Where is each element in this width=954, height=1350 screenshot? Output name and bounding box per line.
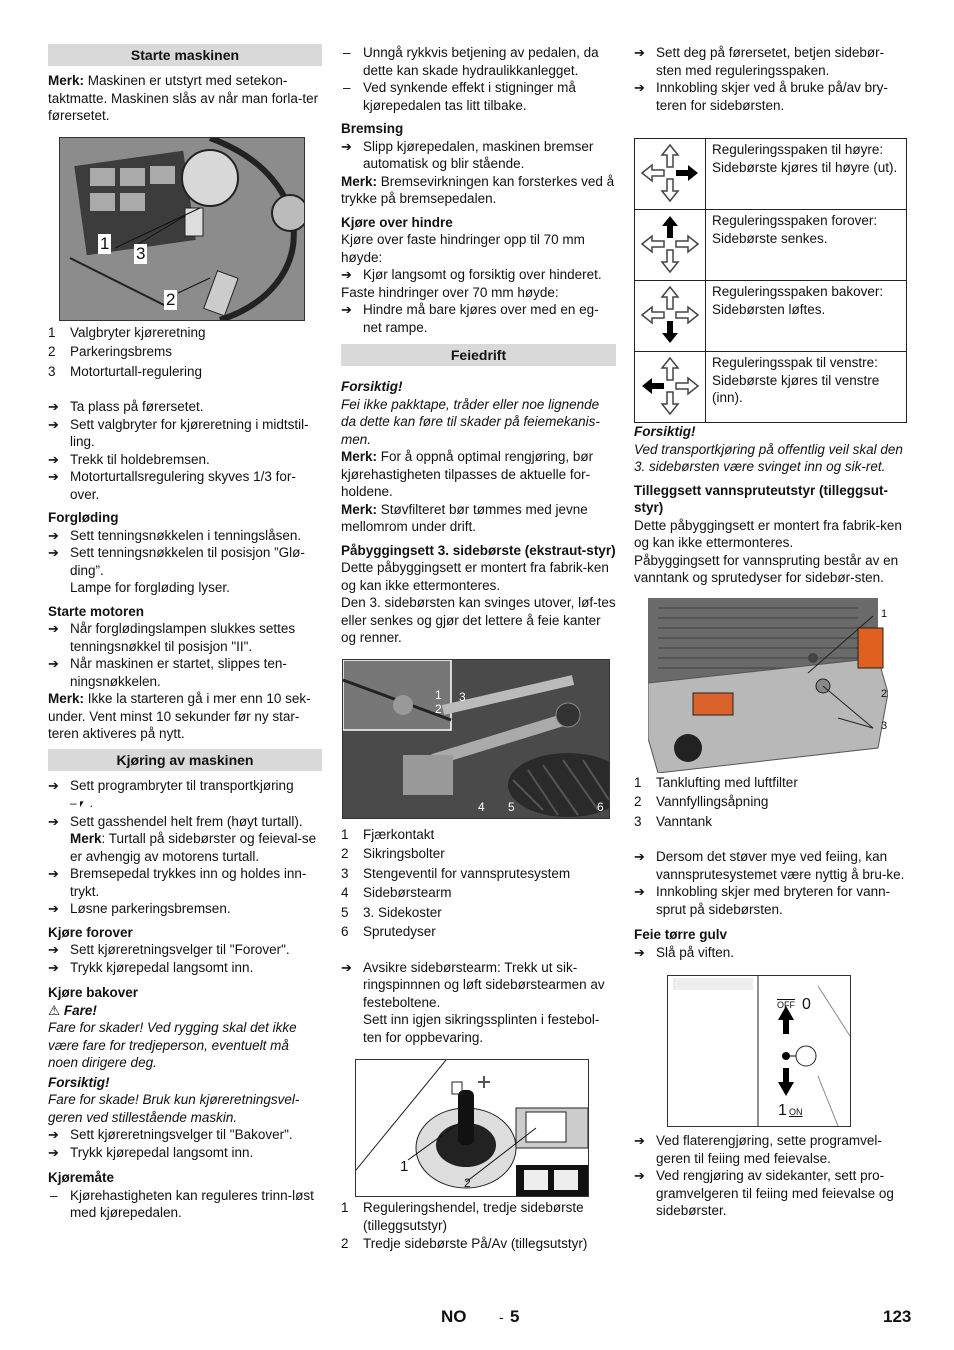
subheading-bakover: Kjøre bakover bbox=[48, 985, 139, 1000]
subheading-sidebørste: Påbyggingsett 3. sidebørste (ekstraut-styr) bbox=[341, 542, 616, 558]
subheading-vann: Tilleggsett vannspruteutstyr (tilleggsut-styr) bbox=[634, 482, 889, 515]
lever-direction-table bbox=[634, 138, 907, 423]
step: ➔ Dersom det støver mye ved feiing, kan vannsprutesystemet være nyttig å bru-ke. bbox=[634, 848, 907, 883]
fan-switch-illustration bbox=[668, 976, 850, 1126]
subheading-forover: Kjøre forover bbox=[48, 924, 133, 940]
step: ➔ Ta plass på førersetet. bbox=[48, 398, 322, 416]
table-row bbox=[635, 281, 907, 352]
arrow-down-icon bbox=[635, 281, 706, 352]
fig2-callout-3: 3 bbox=[459, 689, 466, 704]
fig4-legend bbox=[634, 773, 907, 832]
legend-item: 2 Vannfyllingsåpning bbox=[634, 794, 769, 809]
caution-label: Forsiktig! bbox=[341, 379, 403, 394]
step: ➔ Innkobling skjer med bryteren for vann-sprut på sidebørsten. bbox=[634, 883, 907, 918]
caution-label: Forsiktig! bbox=[48, 1074, 110, 1090]
subheading-forgloding: Forgløding bbox=[48, 510, 119, 525]
fig4-callout-1: 1 bbox=[881, 607, 888, 620]
legend-item: 6 Sprutedyser bbox=[341, 924, 436, 939]
figure-cockpit bbox=[59, 137, 305, 321]
brems-note: Merk: Bremsevirkningen kan forsterkes ved å trykke på bremsepedalen. bbox=[341, 173, 615, 206]
step: ➔ Sett programbryter til transportkjøring –⎖ . bbox=[48, 777, 322, 813]
motor-note: Merk: Ikke la starteren gå i mer enn 10 sek-under. Vent minst 10 sekunder før ny star-teren aktiveres på nytt. bbox=[48, 691, 311, 741]
figure-control-lever bbox=[355, 1059, 589, 1197]
hindre-text-2: Faste hindringer over 70 mm høyde: bbox=[341, 284, 559, 300]
caution-text: Fei ikke pakktape, tråder eller noe lignende da dette kan føre til skader på feiemekanis-men. bbox=[341, 396, 600, 447]
fig5-zero: 0 bbox=[802, 996, 811, 1013]
fig5-one: 1 bbox=[778, 1102, 787, 1119]
fig2-callout-1: 1 bbox=[435, 687, 442, 702]
arrow-left-icon bbox=[635, 352, 706, 423]
table-row bbox=[635, 352, 907, 423]
step: ➔ Løsne parkeringsbremsen. bbox=[48, 900, 322, 918]
fig2-callout-5: 5 bbox=[508, 799, 515, 814]
step: ➔ Slå på viften. bbox=[634, 944, 907, 962]
fig2-callout-4: 4 bbox=[478, 799, 485, 814]
footer-language: NO bbox=[441, 1307, 467, 1326]
fig3-legend bbox=[341, 1199, 616, 1254]
subheading-bremsing: Bremsing bbox=[341, 121, 404, 136]
table-row bbox=[635, 210, 907, 281]
step: ➔ Innkobling skjer ved å bruke på/av bry-teren for sidebørsten. bbox=[634, 79, 907, 114]
subheading-hindre: Kjøre over hindre bbox=[341, 214, 453, 230]
step: ➔ Avsikre sidebørstearm: Trekk ut sik-ringspinnnen og løft sidebørstearmen av festeboltene. bbox=[341, 959, 616, 1012]
legend-item: 4 Sidebørstearm bbox=[341, 885, 452, 900]
vann-text-2: Påbyggingsett for vannspruting består av en vanntank og sprutedyser for sidebør-sten. bbox=[634, 552, 899, 585]
danger-text: Fare for skader! Ved rygging skal det ikke være fare for tredjeperson, eventuelt må noen dirigere deg. bbox=[48, 1020, 297, 1070]
legend-item: 3 Motorturtall-regulering bbox=[48, 363, 203, 379]
fig4-callout-3: 3 bbox=[881, 719, 888, 732]
step: ➔ Ved flaterengjøring, sette programvel-geren til feiing med feievalse. bbox=[634, 1132, 907, 1167]
cockpit-illustration bbox=[60, 138, 304, 320]
fig2-callout-2: 2 bbox=[435, 701, 442, 716]
step: ➔ Når forglødingslampen slukkes settes tenningsnøkkel til posisjon "II". bbox=[48, 620, 322, 655]
table-cell: Reguleringsspaken forover: Sidebørste senkes. bbox=[706, 210, 907, 281]
section-heading-kjoring: Kjøring av maskinen bbox=[48, 749, 322, 771]
step: ➔ Kjør langsomt og forsiktig over hinderet. bbox=[341, 266, 616, 284]
table-cell: Reguleringsspaken til høyre: Sidebørste kjøres til høyre (ut). bbox=[706, 139, 907, 210]
lamp-note: Lampe for forgløding lyser. bbox=[70, 580, 230, 595]
table-row bbox=[635, 139, 907, 210]
step: ➔ Trykk kjørepedal langsomt inn. bbox=[48, 959, 322, 977]
control-lever-illustration bbox=[356, 1060, 588, 1196]
transport-mode-icon: –⎖ . bbox=[70, 796, 93, 810]
table-cell: Reguleringsspak til venstre: Sidebørste kjøres til venstre (inn). bbox=[706, 352, 907, 423]
footer-page-number: 123 bbox=[883, 1307, 912, 1326]
legend-item: 1 Valgbryter kjøreretning bbox=[48, 324, 206, 340]
step: ➔ Sett kjøreretningsvelger til "Forover". bbox=[48, 941, 322, 959]
step: ➔ Sett deg på førersetet, betjen sidebør-sten med reguleringsspaken. bbox=[634, 44, 907, 79]
legend-item: 2 Sikringsbolter bbox=[341, 846, 445, 861]
fig5-on: ON bbox=[789, 1107, 803, 1117]
vann-text-1: Dette påbyggingsett er montert fra fabrik-ken og kan ikke ettermonteres. bbox=[634, 517, 902, 550]
legend-item: 2 Parkeringsbrems bbox=[48, 344, 173, 359]
side-brush-illustration bbox=[343, 660, 609, 818]
fig2-legend bbox=[341, 825, 616, 942]
arrow-up-icon bbox=[635, 210, 706, 281]
subheading-starte-motoren: Starte motoren bbox=[48, 603, 145, 619]
step: ➔ Sett tenningsnøkkelen til posisjon ”Glø-ding”. bbox=[48, 544, 322, 579]
step: ➔ Sett gasshendel helt frem (høyt turtall). Merk: Turtall på sidebørster og feieval-se er avhengig av motorens turtall. bbox=[48, 813, 322, 866]
start-note: Merk: Maskinen er utstyrt med setekon-taktmatte. Maskinen slås av når man forla-ter førersetet. bbox=[48, 73, 319, 123]
legend-item: 3 Vanntank bbox=[634, 813, 713, 829]
dash-item: – Unngå rykkvis betjening av pedalen, da dette kan skade hydraulikkanlegget. bbox=[341, 44, 616, 79]
legend-item: 1 Tanklufting med luftfilter bbox=[634, 774, 798, 790]
step: ➔ Sett valgbryter for kjøreretning i midtstil-ling. bbox=[48, 416, 322, 451]
fig3-callout-2: 2 bbox=[464, 1176, 471, 1190]
legend-item: 2 Tredje sidebørste På/Av (tillegsutstyr) bbox=[341, 1236, 588, 1251]
column-3 bbox=[634, 44, 907, 1220]
step: ➔ Sett tenningsnøkkelen i tenningslåsen. bbox=[48, 527, 322, 545]
section-heading-start: Starte maskinen bbox=[48, 44, 322, 66]
step: ➔ Trykk kjørepedal langsomt inn. bbox=[48, 1144, 322, 1162]
sb-text-1: Dette påbyggingsett er montert fra fabrik-ken og kan ikke ettermonteres. bbox=[341, 560, 609, 593]
fig1-callout-3: 3 bbox=[136, 243, 146, 263]
hindre-text-1: Kjøre over faste hindringer opp til 70 mm høyde: bbox=[341, 232, 585, 265]
step: ➔ Trekk til holdebremsen. bbox=[48, 451, 322, 469]
footer-page-local: 5 bbox=[510, 1307, 520, 1326]
fig1-legend bbox=[48, 323, 322, 382]
figure-side-brush bbox=[342, 659, 610, 819]
step: ➔ Bremsepedal trykkes inn og holdes inn-trykt. bbox=[48, 865, 322, 900]
step: ➔ Motorturtallsregulering skyves 1/3 for-over. bbox=[48, 468, 322, 503]
figure-water-tank bbox=[648, 598, 888, 773]
fig4-callout-2: 2 bbox=[881, 687, 888, 700]
step: ➔ Slipp kjørepedalen, maskinen bremser automatisk og blir stående. bbox=[341, 138, 616, 173]
sb-text-2: Den 3. sidebørsten kan svinges utover, løf-tes eller senkes og gjør det lettere å feie kanter og renner. bbox=[341, 595, 616, 645]
water-tank-illustration bbox=[648, 598, 888, 773]
table-cell: Reguleringsspaken bakover: Sidebørsten løftes. bbox=[706, 281, 907, 352]
fig5-off: $\overline{OFF}$ bbox=[777, 1000, 795, 1010]
step: ➔ Ved rengjøring av sidekanter, sett pro-gramvelgeren til feiing med feievalse og sidebørster. bbox=[634, 1167, 907, 1220]
legend-item: 5 3. Sidekoster bbox=[341, 904, 442, 920]
column-2 bbox=[341, 44, 616, 1254]
subheading-kjoremate: Kjøremåte bbox=[48, 1170, 115, 1185]
dash-item: – Kjørehastigheten kan reguleres trinn-løst med kjørepedalen. bbox=[48, 1187, 322, 1222]
subheading-torre: Feie tørre gulv bbox=[634, 927, 728, 942]
legend-item: 1 Fjærkontakt bbox=[341, 826, 435, 842]
dash-item: – Ved synkende effekt i stigninger må kjørepedalen tas litt tilbake. bbox=[341, 79, 616, 114]
fig1-callout-2: 2 bbox=[166, 289, 176, 309]
arrow-right-icon bbox=[635, 139, 706, 210]
step: ➔ Hindre må bare kjøres over med en eg-net rampe. bbox=[341, 301, 616, 336]
final-steps bbox=[634, 1132, 907, 1220]
step: ➔ Når maskinen er startet, slippes ten-ningsnøkkelen. bbox=[48, 655, 322, 690]
caution-label: Forsiktig! bbox=[634, 424, 696, 439]
caution-text: Ved transportkjøring på offentlig veil skal den 3. sidebørsten være svinget inn og sik-ret. bbox=[634, 441, 903, 474]
caution-text: Fare for skade! Bruk kun kjøreretningsvel-geren ved stillestående maskin. bbox=[48, 1092, 300, 1125]
step: ➔ Sett kjøreretningsvelger til "Bakover". bbox=[48, 1126, 322, 1144]
figure-fan-switch bbox=[667, 975, 851, 1127]
danger-label: ⚠ Fare! bbox=[48, 1002, 97, 1018]
merk-filter: Merk: Støvfilteret bør tømmes med jevne mellomrom under drift. bbox=[341, 501, 588, 534]
fig2-callout-6: 6 bbox=[597, 799, 604, 814]
legend-item: 1 Reguleringshendel, tredje sidebørste (tilleggsutstyr) bbox=[341, 1200, 584, 1233]
legend-item: 3 Stengeventil for vannsprutesystem bbox=[341, 865, 571, 881]
sikre-text: Sett inn igjen sikringssplinten i festebol-ten for oppbevaring. bbox=[363, 1012, 600, 1045]
section-heading-feiedrift: Feiedrift bbox=[341, 344, 616, 366]
merk-speed: Merk: For å oppnå optimal rengjøring, bør kjørehastigheten tilpasses de aktuelle for-holdene. bbox=[341, 449, 594, 499]
fig3-callout-1: 1 bbox=[400, 1158, 409, 1175]
warning-triangle-icon: ⚠ bbox=[48, 1002, 61, 1018]
column-1 bbox=[48, 44, 322, 1222]
footer-separator: - bbox=[499, 1309, 504, 1325]
fig1-callout-1: 1 bbox=[100, 233, 110, 253]
